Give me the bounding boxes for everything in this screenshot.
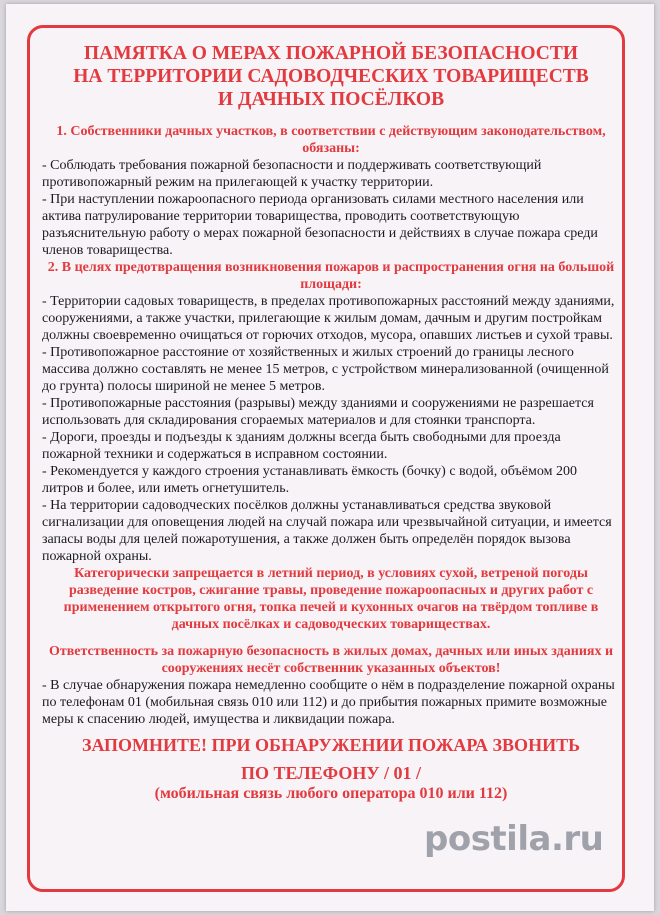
title-line-1: ПАМЯТКА О МЕРАХ ПОЖАРНОЙ БЕЗОПАСНОСТИ (83, 43, 579, 64)
memo-content (42, 40, 620, 900)
responsibility-heading: Ответственность за пожарную безопасность в жилых домах, дачных или иных зданиях и сооружениях несёт собственник указанных объектов! (48, 644, 614, 676)
section-1-heading: 1. Собственники дачных участков, в соответствии с действующим законодательством, обязаны: (56, 124, 606, 156)
title-line-2: НА ТЕРРИТОРИИ САДОВОДЧЕСКИХ ТОВАРИЩЕСТВ (73, 66, 589, 87)
footer-line-2: ПО ТЕЛЕФОНУ / 01 / (240, 763, 422, 783)
section-2-item: - Рекомендуется у каждого строения устанавливать ёмкость (бочку) с водой, объёмом 200 литров и более, или иметь огнетушитель. (42, 464, 577, 496)
watermark-logo: postila.ru (424, 819, 604, 859)
section-1-item: - При наступлении пожароопасного периода организовать силами местного населения или актива патрулирование территории товарищества, проводить соответствующую разъяснительную работу о мерах пожарной безопасности и действиях в случае пожара среди членов товарищества. (42, 192, 598, 258)
page-title (42, 42, 620, 111)
paper-sheet (6, 4, 654, 911)
spacer (42, 633, 620, 643)
prohibition-warning: Категорически запрещается в летний период, в условиях сухой, ветреной погоды разведение костров, сжигание травы, проведение пожароопасных и других работ с применением открытого огня, топка печей и кухонных очагов на твёрдом топливе в дачных посёлках и садоводческих товариществах. (63, 566, 599, 632)
section-2-heading: 2. В целях предотвращения возникновения пожаров и распространения огня на большой площади: (47, 260, 615, 292)
section-2-item: - На территории садоводческих посёлков должны устанавливаться средства звуковой сигнализации для оповещения людей на случай пожара или чрезвычайной ситуации, и имеется запасы воды для целей пожаротушения, а также должен быть определён порядок вызова пожарной охраны. (42, 498, 612, 564)
section-2-item: - Территории садовых товариществ, в пределах противопожарных расстояний между зданиями, сооружениями, а также участки, прилегающие к жилым домам, дачным и другим постройкам должны своевременно очищаться от горючих отходов, мусора, опавших листьев и сухой травы. (42, 294, 615, 343)
title-line-3: И ДАЧНЫХ ПОСЁЛКОВ (217, 89, 445, 110)
section-2-item: - Противопожарные расстояния (разрывы) между зданиями и сооружениями не разрешается использовать для складирования сгораемых материалов и для стоянки транспорта. (42, 396, 594, 428)
footer-line-3: (мобильная связь любого оператора 010 или 112) (154, 785, 508, 802)
section-2-item: - Противопожарное расстояние от хозяйственных и жилых строений до границы лесного массива должно составлять не менее 15 метров, с устройством минерализованной (очищенной до грунта) полосы шириной не менее 5 метров. (42, 345, 609, 394)
footer-line-1: ЗАПОМНИТЕ! ПРИ ОБНАРУЖЕНИИ ПОЖАРА ЗВОНИТЬ (82, 735, 580, 755)
section-2-item: - Дороги, проезды и подъезды к зданиям должны всегда быть свободными для проезда пожарной техники и содержаться в исправном состоянии. (42, 430, 561, 462)
responsibility-item: - В случае обнаружения пожара немедленно сообщите о нём в подразделение пожарной охраны по телефонам 01 (мобильная связь 010 или 112) и до прибытия пожарных примите возможные меры к спасению людей, имущества и ликвидации пожара. (42, 678, 615, 727)
section-1-item: - Соблюдать требования пожарной безопасности и поддерживать соответствующий противопожарный режим на прилегающей к участку территории. (42, 158, 542, 190)
